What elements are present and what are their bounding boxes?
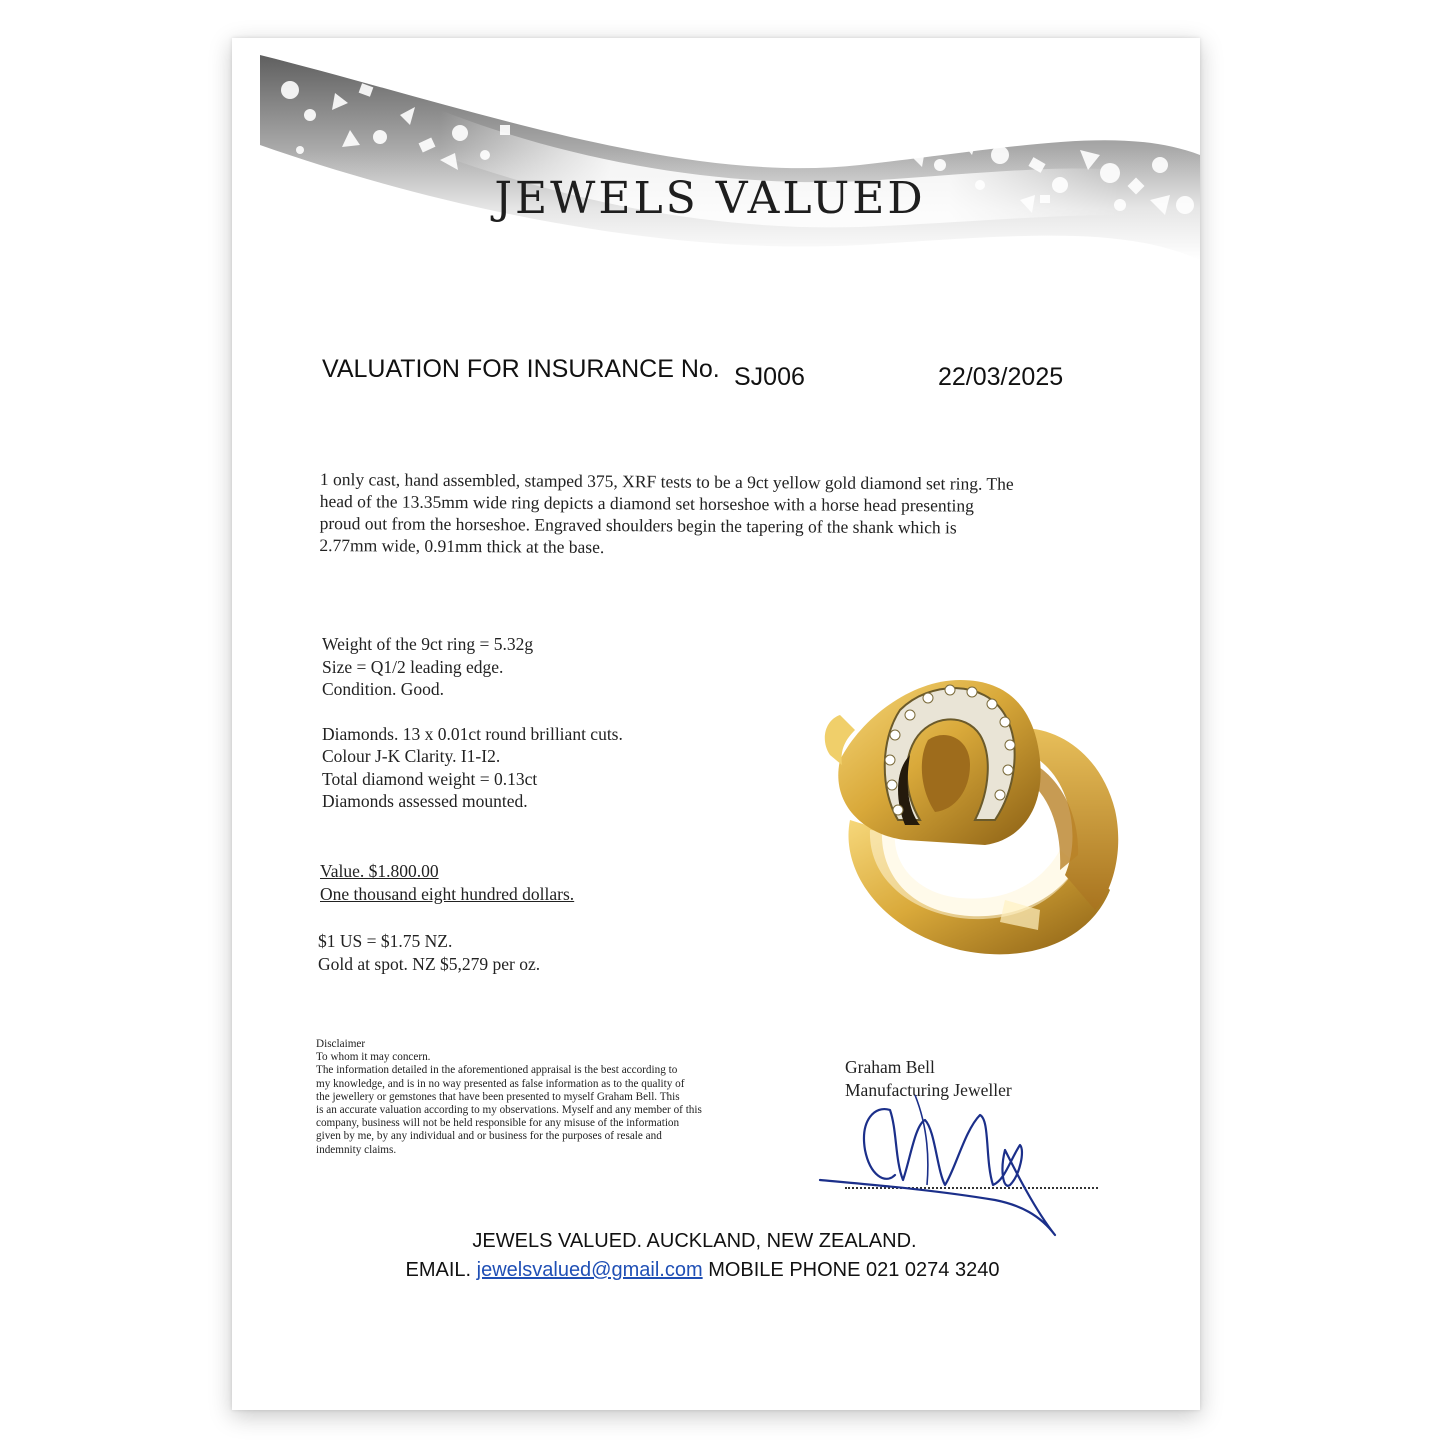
disclaimer-line: indemnity claims.	[316, 1143, 397, 1156]
disclaimer-line: given by me, by any individual and or business for the purposes of resale and	[316, 1130, 662, 1143]
diamond-total-weight: Total diamond weight = 0.13ct	[322, 768, 538, 789]
valuation-title: VALUATION FOR INSURANCE No.	[322, 355, 720, 383]
footer-company: JEWELS VALUED. AUCKLAND, NEW ZEALAND.	[472, 1230, 917, 1252]
diamond-count: Diamonds. 13 x 0.01ct round brilliant cuts.	[322, 723, 623, 744]
signer-title: Manufacturing Jeweller	[845, 1080, 1012, 1100]
gold-spot-price: Gold at spot. NZ $5,279 per oz.	[318, 954, 541, 974]
email-link[interactable]: jewelsvalued@gmail.com	[476, 1259, 703, 1281]
banner-title: JEWELS VALUED	[494, 173, 926, 224]
email-label: EMAIL.	[405, 1259, 472, 1281]
description-line: 2.77mm wide, 0.91mm thick at the base.	[319, 534, 605, 557]
ring-weight: Weight of the 9ct ring = 5.32g	[322, 634, 534, 654]
ring-condition: Condition. Good.	[322, 679, 445, 699]
description-line: proud out from the horseshoe. Engraved shoulders begin the tapering of the shank which is	[319, 512, 957, 538]
phone-number: MOBILE PHONE 021 0274 3240	[708, 1259, 1000, 1281]
diamond-colour-clarity: Colour J-K Clarity. I1-I2.	[322, 746, 501, 766]
disclaimer-line: my knowledge, and is in no way presented as false information as to the quality of	[316, 1077, 685, 1090]
description-line: head of the 13.35mm wide ring depicts a diamond set horseshoe with a horse head presenting	[319, 490, 974, 516]
disclaimer-heading: Disclaimer	[316, 1038, 366, 1050]
exchange-rate: $1 US = $1.75 NZ.	[318, 931, 453, 951]
market-rates	[318, 930, 540, 976]
ring-photo	[810, 660, 1140, 970]
valuation-amount	[320, 860, 574, 906]
disclaimer-line: To whom it may concern.	[316, 1051, 431, 1064]
valuation-date: 22/03/2025	[938, 363, 1064, 391]
disclaimer-line: the jewellery or gemstones that have been presented to myself Graham Bell. This	[316, 1090, 680, 1103]
value-figure: Value. $1.800.00	[320, 861, 439, 881]
item-details	[322, 633, 623, 813]
disclaimer	[316, 1038, 796, 1157]
value-words: One thousand eight hundred dollars.	[320, 884, 575, 904]
disclaimer-line: company, business will not be held responsible for any misuse of the information	[316, 1117, 680, 1130]
ring-size: Size = Q1/2 leading edge.	[322, 656, 504, 677]
description-line: 1 only cast, hand assembled, stamped 375, XRF tests to be a 9ct yellow gold diamond set ring. The	[319, 468, 1014, 494]
footer-contact	[0, 1259, 1425, 1282]
item-description	[319, 468, 1140, 562]
handwritten-signature	[815, 1090, 1075, 1250]
valuation-number: SJ006	[734, 363, 805, 391]
diamond-assessment: Diamonds assessed mounted.	[322, 791, 528, 811]
disclaimer-line: The information detailed in the aforementioned appraisal is the best according to	[316, 1064, 678, 1077]
signer-name: Graham Bell	[845, 1057, 935, 1077]
header-banner	[260, 55, 1200, 265]
disclaimer-line: is an accurate valuation according to my observations. Myself and any member of this	[316, 1104, 702, 1117]
